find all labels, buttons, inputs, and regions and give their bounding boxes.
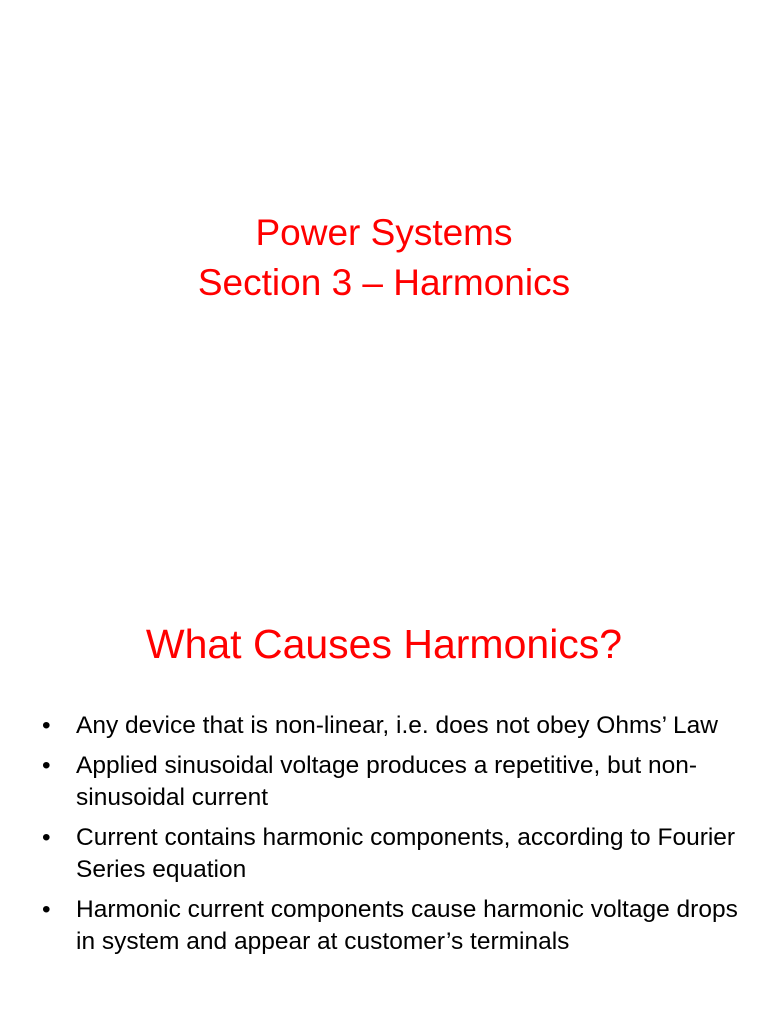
bullet-item	[38, 710, 738, 742]
bullet-text: Applied sinusoidal voltage produces a repetitive, but non-sinusoidal current	[76, 752, 698, 811]
slide-title	[0, 208, 768, 308]
bullet-item	[38, 750, 738, 814]
bullet-item	[38, 822, 738, 886]
bullet-icon: •	[42, 896, 51, 923]
bullet-list	[38, 710, 738, 966]
bullet-text: Any device that is non-linear, i.e. does not obey Ohms’ Law	[76, 712, 718, 739]
bullet-icon: •	[42, 752, 51, 779]
bullet-icon: •	[42, 712, 51, 739]
title-line-2: Section 3 – Harmonics	[197, 262, 571, 303]
slide-heading: What Causes Harmonics?	[145, 621, 623, 667]
content-slide	[0, 576, 768, 1024]
bullet-icon: •	[42, 824, 51, 851]
bullet-text: Current contains harmonic components, according to Fourier Series equation	[76, 824, 736, 883]
bullet-item	[38, 894, 738, 958]
bullet-text: Harmonic current components cause harmonic voltage drops in system and appear at customer’s terminals	[76, 896, 738, 955]
title-line-1: Power Systems	[255, 212, 513, 253]
